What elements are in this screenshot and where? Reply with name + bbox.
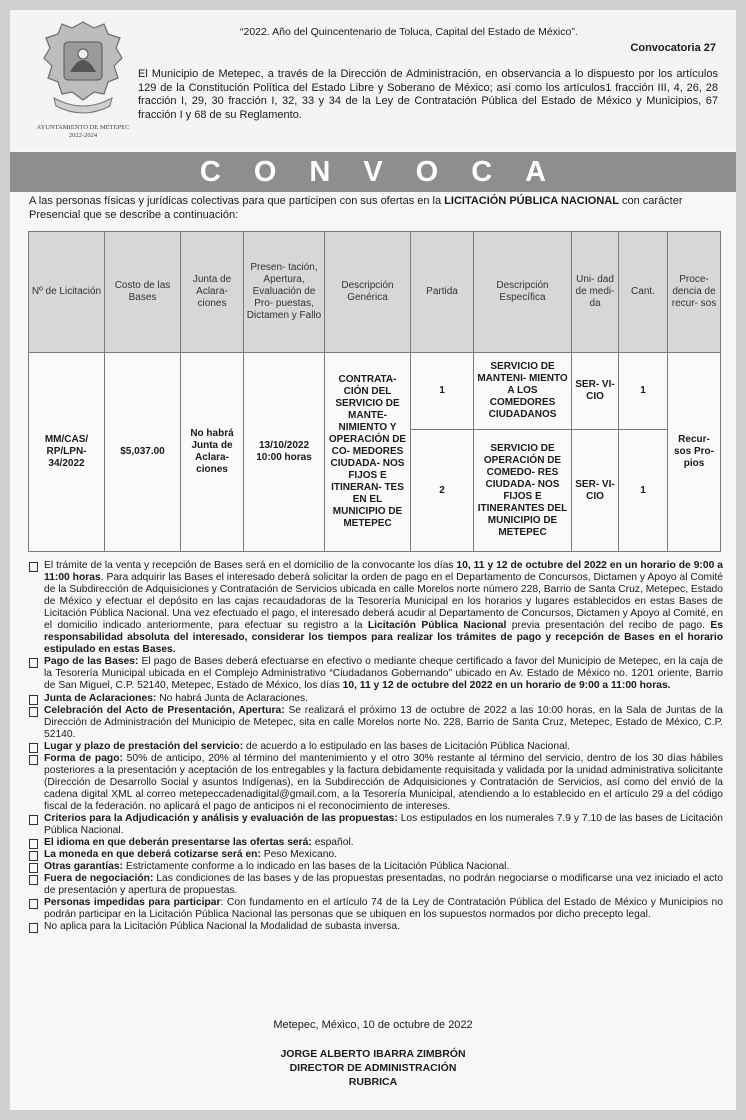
cell-unidad: SER- VI- CIO: [572, 353, 619, 430]
col-header-cantidad: Cant.: [619, 232, 668, 353]
condition-text: . Para adquirir las Bases el interesado deberá solicitar la orden de pago en el Departamento de Concursos, Dictamen y Apoyo al Comité de la Subdirección de Adquisiciones y Contratación de Servicios ubicada en calle Morelos norte número 228, Barrio de Santa Cruz, Metepec, Estado de México y efectuar el depósito en las cajas recaudadoras de la Tesorería Municipal en los horarios y lugares establecidos en estas Bases de Licitación Pública Nacional. Una vez efectuado el pago, el interesado deberá acudir al Departamento de Concursos, Dictamen y Apoyo al Comité, en el domicilio indicado anteriormente, para efectuar su registro a la: [44, 572, 723, 632]
col-header-partida: Partida: [411, 232, 474, 353]
condition-item: [29, 873, 723, 897]
condition-text: Estrictamente conforme a lo indicado en las bases de la Licitación Pública Nacional.: [122, 861, 510, 873]
checkbox-bullet-icon: [29, 875, 38, 885]
condition-text: El pago de Bases deberá efectuarse en efectivo o mediante cheque certificado a favor del Municipio de Metepec, en la caja de la Tesorería Municipal ubicada en el Complejo Administrativo “Ciudadanos Gobernando” ubicado en Av. Estado de México no. 1201 oriente, Barrio de San Miguel, C.P. 52140, Metepec, Estado de México, los días: [44, 656, 724, 692]
lead-text: A las personas físicas y jurídicas colectivas para que participen con sus ofertas en la: [29, 195, 445, 207]
checkbox-bullet-icon: [29, 658, 38, 668]
condition-text: Pago de las Bases:: [44, 656, 139, 668]
checkbox-bullet-icon: [29, 707, 38, 717]
table-header-row: [29, 232, 721, 353]
signer-title: DIRECTOR DE ADMINISTRACIÓN: [289, 1062, 457, 1074]
condition-text: La moneda en que deberá cotizarse será en:: [44, 849, 261, 861]
signer-name: JORGE ALBERTO IBARRA ZIMBRÓN: [280, 1048, 466, 1060]
condition-text: Criterios para la Adjudicación y análisis y evaluación de las propuestas:: [44, 812, 398, 824]
condition-text: Personas impedidas para participar: [44, 897, 221, 909]
cell-partida: 2: [411, 430, 474, 552]
condition-text: Licitación Pública Nacional: [367, 620, 507, 632]
condition-text: 50% de anticipo, 20% al término del mantenimiento y el otro 30% restante al término del servicio, dentro de los 30 días hábiles posteriores a la presentación y aceptación de los entregables y la factura debidamente requisitada y validada por la unidad administrativa solicitante (Dirección de Desarrollo Social y asuntos Indígenas), en la Subdirección de Adquisiciones y Contratación de Servicios, así como del envió de la cadena digital XML al correo metepeccadenadigital@gmail.com, a la Tesorería Municipal, atendiendo a lo establecido en el artículo 29 a del código fiscal de la federación. no aplicará el pago de anticipos ni el reconocimiento de intereses.: [44, 752, 723, 812]
conditions-list: [29, 560, 723, 933]
checkbox-bullet-icon: [29, 839, 38, 849]
col-header-junta: Junta de Aclara- ciones: [181, 232, 244, 353]
logo-caption: AYUNTAMIENTO DE METEPEC: [36, 124, 130, 131]
condition-item: [29, 849, 723, 861]
cell-costo: $5,037.00: [105, 353, 181, 552]
condition-text: Las condiciones de las bases y de las propuestas presentadas, no podrán negociarse o modificarse una vez iniciado el acto de presentación y apertura de propuestas.: [44, 873, 723, 897]
lead-text-end: con carácter Presencial que se describe a continuación:: [29, 195, 683, 221]
condition-item: [29, 693, 723, 705]
checkbox-bullet-icon: [29, 899, 38, 909]
cell-recursos: Recur- sos Pro- pios: [668, 353, 721, 552]
convoca-banner: [10, 152, 736, 192]
condition-item: [29, 921, 723, 933]
condition-text: No aplica para la Licitación Pública Nacional la Modalidad de subasta inversa.: [44, 921, 401, 933]
cell-cantidad: 1: [619, 353, 668, 430]
banner-title: CONVOCA: [199, 156, 580, 188]
condition-item: [29, 741, 723, 753]
cell-junta: No habrá Junta de Aclara- ciones: [181, 353, 244, 552]
col-header-recursos: Proce- dencia de recur- sos: [668, 232, 721, 353]
col-header-presentacion: Presen- tación, Apertura, Evaluación de Pro- puestas, Dictamen y Fallo: [244, 232, 325, 353]
condition-text: Es responsabilidad absoluta del interesado, considerar los tiempos para realizar los trámites de pago y recepción de Bases en el horario estipulado en estas Bases.: [44, 620, 723, 656]
condition-item: [29, 753, 723, 813]
checkbox-bullet-icon: [29, 923, 38, 933]
condition-text: Junta de Aclaraciones:: [44, 692, 157, 704]
cell-cantidad: 1: [619, 430, 668, 552]
metepec-coat-of-arms-logo: [34, 18, 132, 144]
condition-text: Forma de pago:: [44, 752, 123, 764]
cell-licitacion: MM/CAS/ RP/LPN- 34/2022: [29, 353, 105, 552]
col-header-descripcion-generica: Descripción Genérica: [325, 232, 411, 353]
cell-unidad: SER- VI- CIO: [572, 430, 619, 552]
cell-descripcion-especifica: SERVICIO DE OPERACIÓN DE COMEDO- RES CIUDADA- NOS FIJOS E ITINERANTES DEL MUNICIPIO DE METEPEC: [474, 430, 572, 552]
condition-text: español.: [311, 837, 354, 849]
condition-text: No habrá Junta de Aclaraciones.: [156, 692, 309, 704]
condition-text: El idioma en que deberán presentarse las ofertas será:: [44, 837, 312, 849]
cell-partida: 1: [411, 353, 474, 430]
condition-text: 10, 11 y 12 de octubre del 2022 en un horario de 9:00 a 11:00 horas: [44, 560, 723, 584]
checkbox-bullet-icon: [29, 743, 38, 753]
condition-text: Fuera de negociación:: [44, 873, 154, 885]
lead-paragraph: [29, 195, 719, 222]
condition-item: [29, 837, 723, 849]
checkbox-bullet-icon: [29, 755, 38, 765]
condition-text: : Con fundamento en el artículo 74 de la Ley de Contratación Pública del Estado de México y Municipios no podrán participar en la Licitación Pública Nacional las personas que se ubiquen en los supuestos normados por dicho precepto legal.: [44, 897, 724, 921]
checkbox-bullet-icon: [29, 863, 38, 873]
lead-bold-text: LICITACIÓN PÚBLICA NACIONAL: [444, 195, 619, 207]
condition-text: Los estipulados en los numerales 7.9 y 7.10 de las bases de Licitación Pública Nacional.: [44, 812, 723, 837]
col-header-costo: Costo de las Bases: [105, 232, 181, 353]
logo-years: 2022-2024: [68, 132, 98, 139]
checkbox-bullet-icon: [29, 815, 38, 825]
condition-item: [29, 560, 723, 656]
condition-text: El trámite de la venta y recepción de Bases será en el domicilio de la convocante los días: [44, 560, 457, 571]
cell-descripcion-generica: CONTRATA- CIÓN DEL SERVICIO DE MANTE- NIMIENTO Y OPERACIÓN DE CO- MEDORES CIUDADA- NOS FIJOS E ITINERAN- TES EN EL MUNICIPIO DE METEPEC: [325, 353, 411, 552]
condition-text: previa presentación del recibo de pago.: [506, 620, 711, 632]
condition-item: [29, 656, 723, 692]
condition-item: [29, 861, 723, 873]
place-and-date: Metepec, México, 10 de octubre de 2022: [273, 1019, 473, 1031]
cell-descripcion-especifica: SERVICIO DE MANTENI- MIENTO A LOS COMEDORES CIUDADANOS: [474, 353, 572, 430]
year-motto: “2022. Año del Quincentenario de Toluca, Capital del Estado de México”.: [240, 26, 578, 38]
convocatoria-number: Convocatoria 27: [630, 42, 716, 54]
bid-table: [28, 231, 721, 552]
table-row: [29, 353, 721, 430]
intro-paragraph: El Municipio de Metepec, a través de la Dirección de Administración, en observancia a lo dispuesto por los artículos 129 de la Constitución Política del Estado Libre y Soberano de México; así como los artículos1 fracción III, 4, 26, 28 fracción I, 29, 30 fracción I, 32, 33 y 34 de la Ley de Contratación Pública del Estado de México y Municipios, 67 fracción I y 68 de su Reglamento.: [138, 68, 718, 121]
col-header-unidad: Uni- dad de medi- da: [572, 232, 619, 353]
condition-text: de acuerdo a lo estipulado en las bases de Licitación Pública Nacional.: [243, 740, 570, 752]
condition-text: Otras garantías:: [44, 861, 123, 873]
checkbox-bullet-icon: [29, 695, 38, 705]
notice-header: [10, 10, 736, 150]
col-header-descripcion-especifica: Descripción Específica: [474, 232, 572, 353]
condition-text: Celebración del Acto de Presentación, Apertura:: [44, 704, 285, 716]
col-header-licitacion: Nº de Licitación: [29, 232, 105, 353]
condition-item: [29, 897, 723, 921]
condition-text: Lugar y plazo de prestación del servicio:: [44, 740, 244, 752]
condition-item: [29, 813, 723, 837]
condition-text: Se realizará el próximo 13 de octubre de 2022 a las 10:00 horas, en la Sala de Juntas de la Dirección de Administración del Municipio de Metepec, sita en calle Morelos norte No. 228, Barrio de Santa Cruz, Metepec, Estado de México, C.P. 52140.: [44, 704, 723, 740]
signature-rubrica: RUBRICA: [348, 1076, 398, 1088]
cell-fecha: 13/10/2022 10:00 horas: [244, 353, 325, 552]
condition-item: [29, 705, 723, 741]
condition-text: 10, 11 y 12 de octubre del 2022 en un horario de 9:00 a 11:00 horas.: [342, 680, 671, 692]
checkbox-bullet-icon: [29, 562, 38, 572]
condition-text: Peso Mexicano.: [260, 849, 338, 861]
checkbox-bullet-icon: [29, 851, 38, 861]
